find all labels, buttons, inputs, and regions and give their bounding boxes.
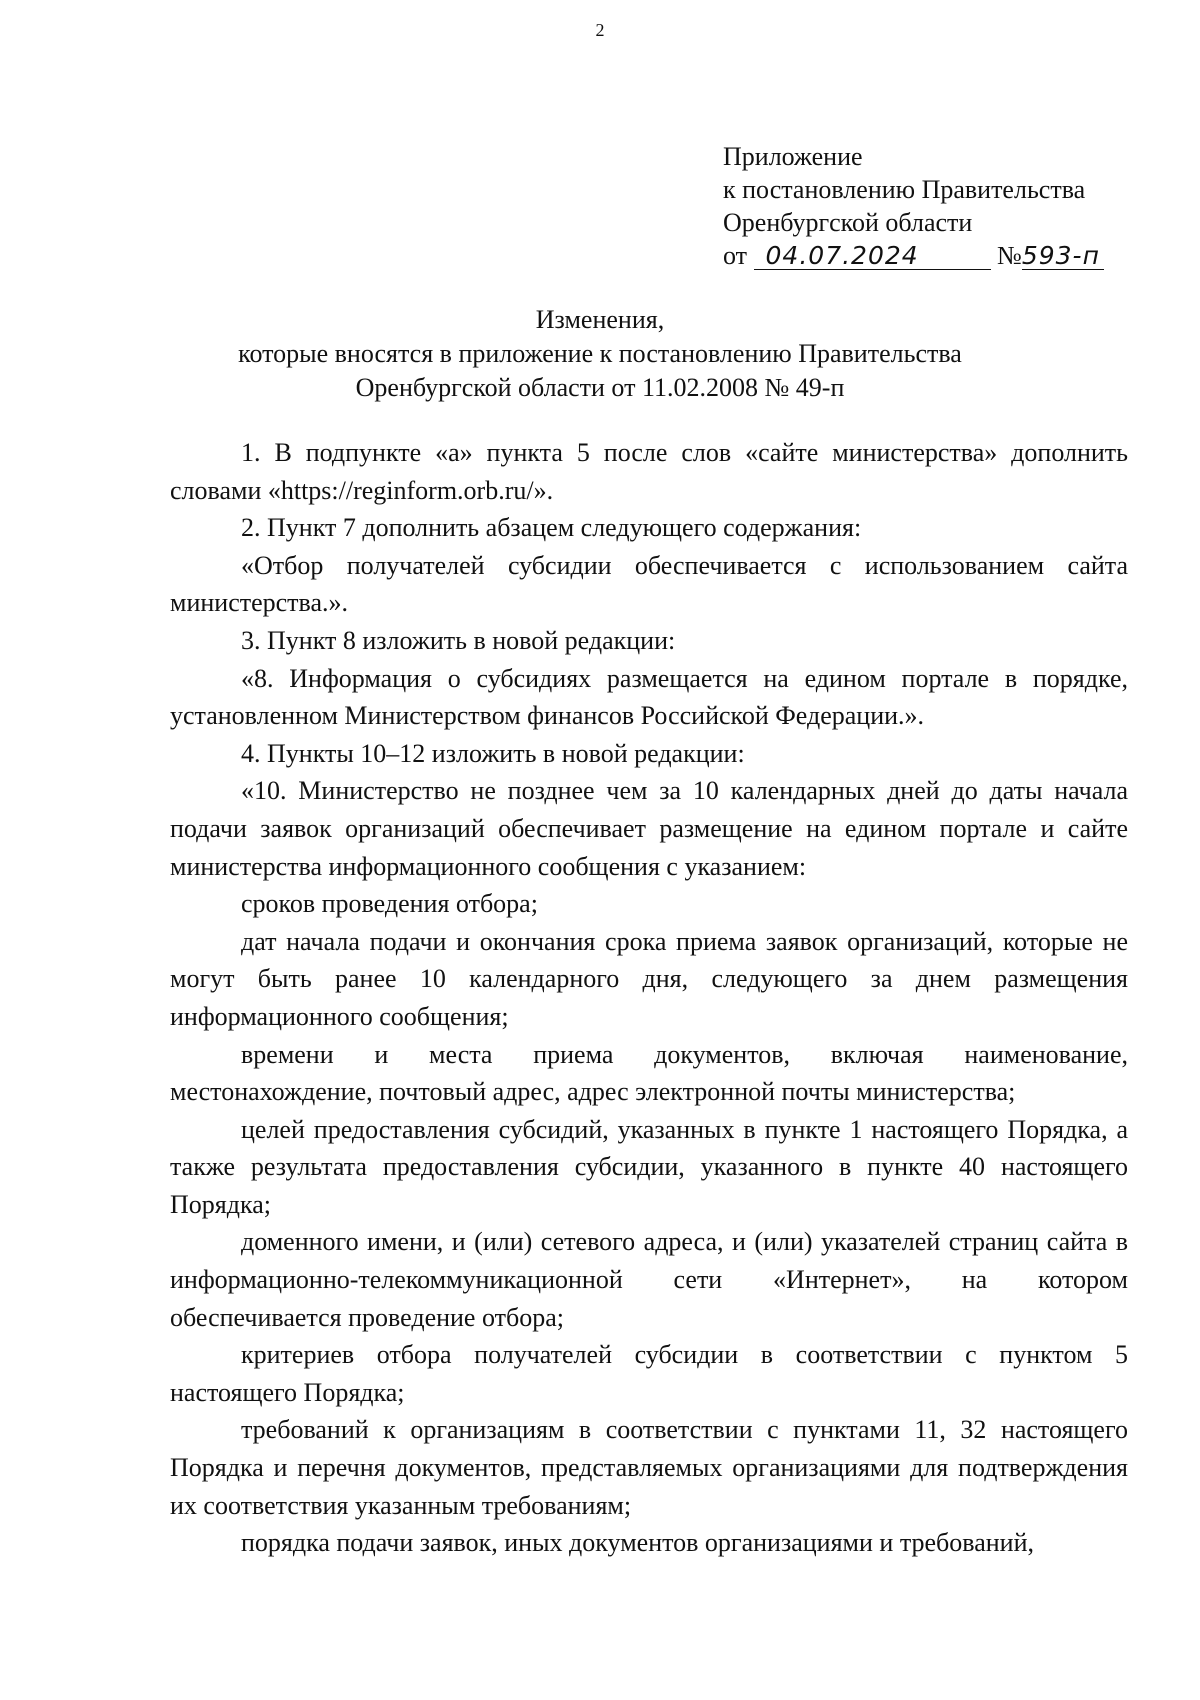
- paragraph: дат начала подачи и окончания срока приема заявок организаций, которые не могут быть ранее 10 календарного дня, следующего за днем размещения информационного сообщения;: [170, 926, 1128, 1031]
- number-sign: №: [997, 241, 1022, 270]
- page-number: 2: [595, 20, 605, 40]
- title-line-1: Изменения,: [535, 305, 665, 334]
- paragraph: «Отбор получателей субсидии обеспечивается с использованием сайта министерства.».: [170, 550, 1128, 618]
- paragraph: «8. Информация о субсидиях размещается на едином портале в порядке, установленном Министерством финансов Российской Федерации.».: [170, 663, 1128, 731]
- paragraph: порядка подачи заявок, иных документов организациями и требований,: [241, 1528, 1034, 1558]
- handwritten-number: 593-п: [1022, 243, 1104, 270]
- paragraph: «10. Министерство не позднее чем за 10 календарных дней до даты начала подачи заявок организаций обеспечивает размещение на едином портале и сайте министерства информационного сообщения с указанием:: [170, 776, 1128, 881]
- paragraph: 2. Пункт 7 дополнить абзацем следующего содержания:: [241, 513, 862, 543]
- paragraph: 4. Пункты 10–12 изложить в новой редакции:: [241, 738, 745, 768]
- title-line-2: которые вносятся в приложение к постановлению Правительства: [238, 339, 962, 368]
- paragraph: 1. В подпункте «а» пункта 5 после слов «сайте министерства» дополнить словами «https://reginform.orb.ru/».: [170, 438, 1128, 505]
- handwritten-date: 04.07.2024: [754, 243, 991, 270]
- appendix-header: [723, 140, 1163, 272]
- paragraph: времени и места приема документов, включая наименование, местонахождение, почтовый адрес, адрес электронной почты министерства;: [170, 1039, 1128, 1107]
- paragraph: критериев отбора получателей субсидии в соответствии с пунктом 5 настоящего Порядка;: [170, 1340, 1128, 1407]
- paragraph: целей предоставления субсидий, указанных в пункте 1 настоящего Порядка, а также результата предоставления субсидии, указанного в пункте 40 настоящего Порядка;: [170, 1114, 1128, 1219]
- document-title: [0, 303, 1200, 405]
- appendix-title: Приложение: [723, 142, 863, 171]
- date-prefix: от: [723, 241, 748, 270]
- paragraph: требований к организациям в соответствии с пунктами 11, 32 настоящего Порядка и перечня документов, представляемых организациями для подтверждения их соответствия указанным требованиям;: [170, 1415, 1128, 1520]
- document-body: [170, 434, 1128, 1562]
- paragraph: сроков проведения отбора;: [241, 889, 538, 919]
- appendix-date-line: [723, 239, 1163, 272]
- paragraph: 3. Пункт 8 изложить в новой редакции:: [241, 625, 676, 655]
- paragraph: доменного имени, и (или) сетевого адреса, и (или) указателей страниц сайта в информационно-телекоммуникационной сети «Интернет», на котором обеспечивается проведение отбора;: [170, 1227, 1128, 1332]
- title-line-3: Оренбургской области от 11.02.2008 № 49-п: [355, 373, 845, 402]
- appendix-line-resolution: к постановлению Правительства: [723, 175, 1086, 204]
- appendix-line-region: Оренбургской области: [723, 208, 973, 237]
